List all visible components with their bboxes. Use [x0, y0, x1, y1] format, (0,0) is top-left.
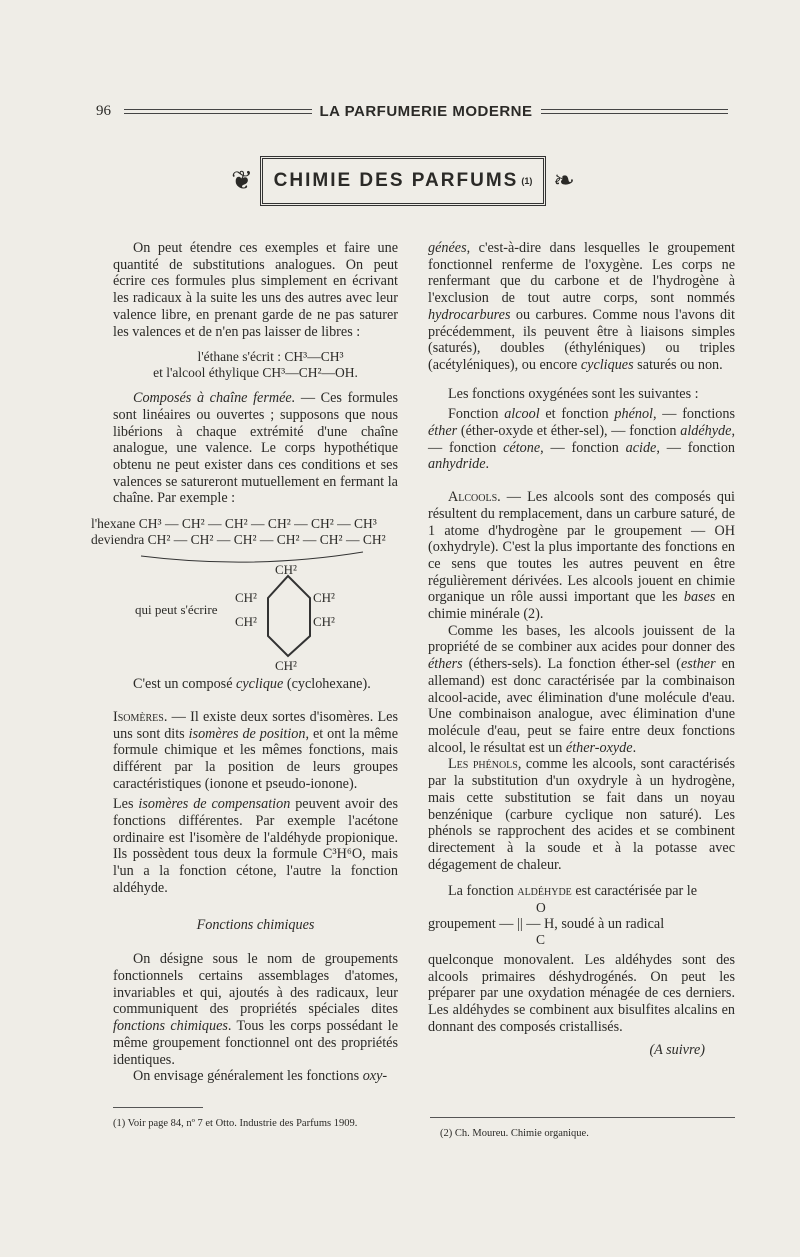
text: , et ont la même formule chimique et les mêmes fonctions, mais différent par la position de leurs groupes caractéristiques (ionone et pseudo-ionone).: [113, 725, 398, 792]
hexagon: [268, 576, 310, 656]
paragraph: [428, 623, 735, 757]
formula-line: groupement — || — H, soudé à un radical: [428, 916, 665, 933]
ring-atom-bottom-right: CH²: [313, 614, 335, 630]
paragraph: [113, 676, 398, 693]
to-be-continued-text: (A suivre): [649, 1041, 705, 1058]
italic-term: hydrocarbures: [428, 306, 511, 323]
italic-term: esther: [680, 656, 716, 673]
text: On envisage généralement les fonctions: [133, 1068, 363, 1085]
italic-heading: Composés à chaîne fermée.: [133, 390, 296, 407]
text: en allemand) est donc caractérisée par la combinaison alcool-acide, avec élimination d'une molécule d'eau. Une combinaison analogue, avec élimination d'une molécule d'eau, peut se faire entre deux fonctions alcool, le résultat est un: [428, 656, 735, 756]
italic-term: cycliques: [580, 356, 634, 373]
paragraph: On peut étendre ces exemples et faire une quantité de substitutions analogues. On peut écrire ces formules plus simplement en écrivant les radicaux à la suite les uns des autres avec leur valence libre, en prenant garde de ne pas saturer les valences et de n'en pas laisser de libres :: [113, 240, 398, 340]
text: , — fonction: [428, 423, 735, 456]
text: C'est un composé: [133, 676, 237, 693]
text: , — fonctions: [653, 406, 735, 423]
paragraph-text: — Ces formules sont linéaires ou ouvertes ; supposons que nous libérions à chaque extrémité d'une chaîne analogue, une valence. Le corps hypothétique obtenu ne peut exister dans ces conditions et ses valences se satureront mutuellement en fermant la chaîne. Par exemple :: [113, 390, 399, 507]
text: , — fonction: [540, 439, 626, 456]
running-header: [96, 100, 736, 122]
italic-term: génées: [428, 240, 467, 256]
formula-oxygen: O: [536, 900, 546, 916]
text: peuvent avoir des fonctions différentes. Par exemple l'acétone ordinaire est l'isomère de l'aldéhyde propionique. Ils possèdent tous deux la formule C³H⁶O, mais l'un a la fonction cétone, l'autre la fonction aldéhyde.: [113, 796, 398, 896]
paragraph: [113, 796, 398, 896]
paragraph: [428, 240, 735, 374]
aldehyde-group-formula: [428, 900, 735, 952]
text: (cyclohexane).: [283, 676, 371, 693]
italic-term: aldéhyde: [680, 423, 732, 440]
paragraph: [113, 709, 398, 793]
italic-term: cétone: [503, 439, 541, 456]
header-rule-left: [124, 109, 312, 114]
text: ou carbures. Comme nous l'avons dit précédemment, ils peuvent être à liaisons simples (saturés), doubles (éthyléniques) ou triples (acétyléniques), ou encore: [428, 306, 735, 373]
fleuron-right-icon: ❧: [553, 166, 575, 195]
page-number: 96: [96, 102, 111, 119]
text: — Les alcools sont des composés qui résultent du remplacement, dans un carbure saturé, de 1 atome d'hydrogène par le groupement — OH (oxhydryle). C'est la plus importante des fonctions en ce sens que toutes les autres peuvent en être régulièrement dérivées. Les alcools jouent en chimie organique un rôle aussi important que les: [428, 489, 735, 606]
italic-term: anhydride: [428, 456, 486, 473]
ring-atom-top: CH²: [275, 562, 297, 578]
header-rule-right: [541, 109, 729, 114]
small-caps-heading: Les phénols: [448, 756, 518, 773]
section-note-ref: (1): [521, 176, 533, 186]
formula-carbon: C: [536, 932, 546, 948]
cyclohexane-diagram: [113, 548, 398, 674]
section-title-box: [260, 156, 546, 206]
paragraph: [428, 489, 735, 623]
right-column: [428, 240, 735, 1058]
paragraph: [428, 756, 735, 873]
subsection-title-text: Fonctions chimiques: [196, 916, 315, 933]
text: saturés ou non.: [633, 356, 723, 373]
to-be-continued: [428, 1042, 735, 1059]
ring-caption: qui peut s'écrire: [135, 602, 218, 618]
text: Fonction: [448, 406, 505, 423]
formula-ethane: l'éthane s'écrit : CH³—CH³: [197, 349, 344, 365]
journal-title: LA PARFUMERIE MODERNE: [319, 102, 533, 120]
text: .: [485, 456, 490, 473]
footnote-right: (2) Ch. Moureu. Chimie organique.: [440, 1128, 589, 1139]
paragraph: [113, 390, 398, 507]
italic-term: éther-oxyde: [565, 739, 633, 756]
paragraph: [113, 1068, 398, 1085]
text: Les: [113, 796, 139, 813]
paragraph: Les fonctions oxygénées sont les suivantes :: [448, 385, 699, 402]
section-title: CHIMIE DES PARFUMS: [273, 170, 519, 191]
text: est caractérisée par le: [571, 883, 698, 900]
left-column: [91, 240, 399, 1085]
subsection-title: [113, 917, 398, 934]
text: .: [632, 739, 637, 756]
text: , — fonction: [656, 439, 736, 456]
text: , c'est-à-dire dans lesquelles le groupement fonctionnel renferme de l'oxygène. Les corps ne renfermant que du carbone et de l'hydrogène à l'exclusion de tout autre corps, sont nommés: [428, 240, 735, 307]
formula-hexane-closed: deviendra CH² — CH² — CH² — CH² — CH² — CH²: [91, 532, 386, 548]
paragraph: [428, 883, 735, 900]
ring-atom-top-right: CH²: [313, 590, 335, 606]
italic-term: éther: [428, 423, 458, 440]
italic-term: bases: [683, 589, 716, 606]
italic-term: isomères de position: [188, 725, 306, 742]
text: (éther-oxyde et éther-sel), — fonction: [457, 423, 681, 440]
paragraph: quelconque monovalent. Les aldéhydes sont des alcools primaires déshydrogénés. On peut les préparer par une oxydation ménagée de ces derniers. Les aldéhydes se combinent aux bisulfites alcalins en donnant des composés cristallisés.: [428, 952, 735, 1035]
italic-term: acide: [625, 439, 657, 456]
ring-atom-bottom-left: CH²: [235, 614, 257, 630]
formula-hexane: l'hexane CH³ — CH² — CH² — CH² — CH² — CH³: [91, 516, 377, 532]
ring-atom-top-left: CH²: [235, 590, 257, 606]
ring-atom-bottom: CH²: [275, 658, 297, 674]
italic-term: phénol: [614, 406, 653, 423]
italic-term: cyclique: [236, 676, 284, 693]
small-caps-heading: Isomères.: [113, 708, 168, 725]
paragraph: [113, 951, 398, 1068]
formula-ethanol: et l'alcool éthylique CH³—CH²—OH.: [153, 365, 358, 381]
text: et fonction: [539, 406, 615, 423]
italic-term: fonctions chimiques: [113, 1018, 228, 1035]
text: Comme les bases, les alcools jouissent de la propriété de se combiner aux acides pour donner des: [428, 622, 735, 656]
footnote-left: (1) Voir page 84, nº 7 et Otto. Industrie des Parfums 1909.: [113, 1118, 358, 1129]
paragraph: [428, 406, 735, 473]
text: — Il existe deux sortes d'isomères. Les uns sont dits: [113, 708, 398, 742]
text: On désigne sous le nom de groupements fonctionnels certains assemblages d'atomes, invariables et qui, ajoutés à des radicaux, leur communiquent des propriétés spéciales dites: [113, 951, 398, 1018]
italic-term: éthers: [428, 656, 463, 673]
text: La fonction: [448, 883, 518, 900]
italic-term: isomères de compensation: [138, 796, 291, 813]
italic-term: alcool: [504, 406, 540, 423]
text: , comme les alcools, sont caractérisés par la substitution d'un oxydryle à un hydrogène, mais cette substitution se fait dans un noyau benzénique (carbure cyclique non saturé). Les phénols se rapprochent des acides et se combinent directement à la soude et à la potasse avec dégagement de chaleur.: [428, 756, 736, 873]
text: en chimie minérale (2).: [428, 589, 735, 623]
footnote-rule-left: [113, 1107, 203, 1108]
small-caps-heading: Alcools.: [448, 489, 501, 506]
footnote-rule-right: [430, 1117, 735, 1118]
fleuron-left-icon: ❦: [231, 166, 253, 195]
small-caps-term: aldéhyde: [517, 883, 572, 900]
text: (éthers-sels). La fonction éther-sel (: [462, 656, 681, 673]
italic-term: oxy-: [362, 1068, 388, 1085]
section-banner: [228, 156, 578, 206]
text: . Tous les corps possédant le même groupement fonctionnel ont des propriétés identiques.: [113, 1018, 399, 1068]
closing-bracket: [141, 552, 363, 562]
